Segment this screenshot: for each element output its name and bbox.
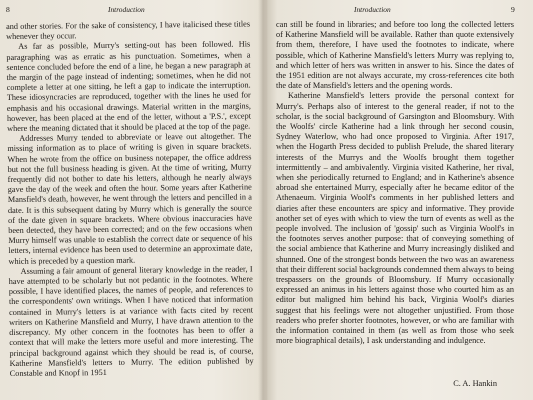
left-paragraph-1: and other stories. For the sake of consistency, I have italicised these titles whenever they occur.	[6, 19, 251, 42]
right-page-number: 9	[511, 5, 515, 14]
left-page	[0, 0, 262, 400]
right-paragraph-2: Katherine Mansfield's letters provide the personal context for Murry's. Perhaps also of interest to the general reader, if not to the scholar, is the social background of Garsington and Bloomsbury. With the Woolfs' circle Katherine had a link through her second cousin, Sydney Waterlow, who had once proposed to Virginia. After 1917, when the Hogarth Press decided to publish Prelude, the shared literary interests of the Murrys and the Woolfs brought them together intermittently – and ambivalently. Virginia visited Katherine, her rival, when she periodically returned to England; and in Katherine's absence abroad she entertained Murry, especially after he became editor of the Athenaeum. Virginia Woolf's comments in her published letters and diaries after these encounters are spicy and informative. They provide another set of eyes with which to view the turn of events as well as the people involved. The inclusion of 'gossip' such as Virginia Woolf's in the footnotes serves another purpose: that of conveying something of the social ambience that Katherine and Murry increasingly disliked and shunned. One of the strongest bonds between the two was an awareness that their different social backgrounds condemned them always to being trespassers on the grounds of Bloomsbury. If Murry occasionally expressed an animus in his letters against those who courted him as an editor but maligned him behind his back, Virginia Woolf's diaries suggest that his feelings were not altogether unjustified. From those readers who prefer shorter footnotes, however, or who are familiar with the information contained in them (as well as from those who seek more biographical details), I ask understanding and indulgence.	[276, 91, 514, 346]
left-running-head: Introduction	[108, 5, 145, 14]
left-page-number: 8	[6, 5, 10, 14]
author-signature: C. A. Hankin	[453, 379, 497, 388]
right-running-head: Introduction	[354, 5, 391, 14]
left-paragraph-2: As far as possible, Murry's setting-out has been followed. His paragraphing was as erratic as his punctuation. Sometimes, when a sentence concluded before the end of a line, he began a new paragraph at the margin of the page instead of indenting; sometimes, when he did not complete a letter at one sitting, he left a gap to indicate the interruption. These idiosyncracies are reproduced, together with the lines he used for emphasis and his occasional drawings. Material written in the margins, however, has been placed at the end of the letter, without a 'P.S.', except where the meaning dictated that it should be placed at the top of the page.	[6, 39, 252, 134]
book-gutter	[258, 0, 268, 400]
right-paragraph-1: can still be found in libraries; and before too long the collected letters of Katherine Mansfield will be available. Rather than quote extensively from them, therefore, I have used the footnotes to indicate, where possible, which of Katherine Mansfield's letters Murry was replying to, and which letter of hers was written in answer to his. Since the dates of the 1951 edition are not always accurate, my cross-references cite both the date of Mansfield's letters and the opening words.	[276, 20, 514, 91]
right-page	[268, 0, 533, 400]
left-paragraph-4: Assuming a fair amount of general literary knowledge in the reader, I have attempted to be scholarly but not pedantic in the footnotes. Where possible, I have identified places, the names of people, and references to the correspondents' own writings. When I have noticed that information contained in Murry's letters is at variance with facts cited by recent writers on Katherine Mansfield and Murry, I have drawn attention to the discrepancy. My other concern in the footnotes has been to offer a context that will make the letters more useful and more interesting. The principal background against which they should be read is, of course, Katherine Mansfield's letters to Murry. The edition published by Constable and Knopf in 1951	[8, 264, 254, 378]
right-page-body	[276, 20, 514, 347]
left-page-body	[6, 19, 254, 379]
left-paragraph-3: Addresses Murry tended to abbreviate or leave out altogether. The missing information as to place of writing is given in square brackets. When he wrote from the office on business notepaper, the office address but not the full business heading is given. At the time of writing, Murry frequently did not bother to date his letters, although he nearly always gave the day of the week and often the hour. Some years after Katherine Mansfield's death, however, he went through the letters and pencilled in a date. It is this subsequent dating by Murry which is generally the source of the date given in square brackets. Where obvious inaccuracies have been detected, they have been corrected; and on the few occasions when Murry himself was unable to establish the correct date or sequence of his letters, internal evidence has been used to determine an approximate date, which is preceded by a question mark.	[7, 131, 253, 266]
